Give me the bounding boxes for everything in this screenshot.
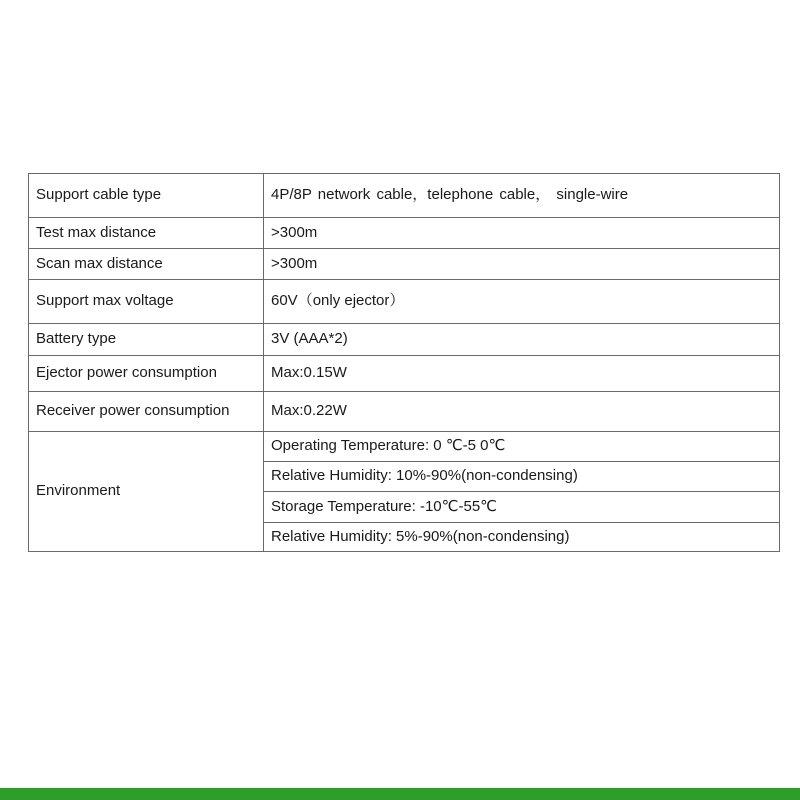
spec-label: Ejector power consumption — [29, 356, 264, 392]
spec-value: 60V（only ejector） — [264, 280, 780, 324]
environment-value: Relative Humidity: 10%-90%(non-condensing) — [264, 462, 780, 492]
spec-value: Max:0.15W — [264, 356, 780, 392]
environment-label: Environment — [29, 432, 264, 552]
table-row — [29, 218, 780, 249]
spec-label: Scan max distance — [29, 249, 264, 280]
table-row — [29, 392, 780, 432]
spec-label: Test max distance — [29, 218, 264, 249]
table-row — [29, 174, 780, 218]
spec-label: Support cable type — [29, 174, 264, 218]
environment-value: Relative Humidity: 5%-90%(non-condensing) — [264, 523, 780, 552]
spec-table — [28, 173, 780, 552]
spec-label: Receiver power consumption — [29, 392, 264, 432]
spec-value: >300m — [264, 218, 780, 249]
footer-accent-bar — [0, 788, 800, 800]
spec-value: >300m — [264, 249, 780, 280]
spec-label: Support max voltage — [29, 280, 264, 324]
spec-value: 3V (AAA*2) — [264, 324, 780, 356]
environment-value: Operating Temperature: 0 ℃-5 0℃ — [264, 432, 780, 462]
spec-label: Battery type — [29, 324, 264, 356]
table-row — [29, 324, 780, 356]
spec-value: Max:0.22W — [264, 392, 780, 432]
spec-value: 4P/8P network cable，telephone cable， single-wire — [264, 174, 780, 218]
table-row — [29, 249, 780, 280]
environment-value: Storage Temperature: -10℃-55℃ — [264, 492, 780, 523]
table-row — [29, 356, 780, 392]
table-row — [29, 432, 780, 462]
table-row — [29, 280, 780, 324]
